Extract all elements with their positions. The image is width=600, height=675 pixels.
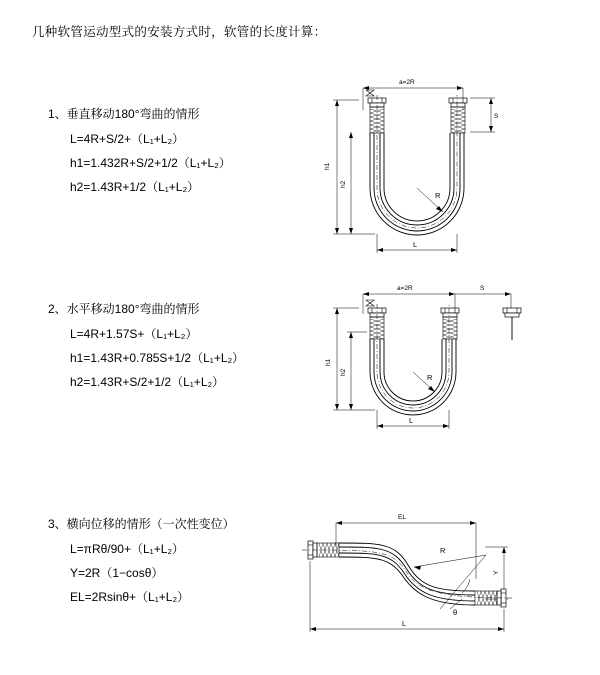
section-3-text bbox=[48, 515, 308, 612]
section-3-formula-1: L=πRθ/90+（L₁+L₂） bbox=[70, 542, 185, 556]
page-title: 几种软管运动型式的安装方式时，软管的长度计算： bbox=[32, 25, 327, 39]
svg-text:θ: θ bbox=[453, 608, 458, 617]
svg-text:a=2R: a=2R bbox=[397, 285, 413, 292]
svg-text:Y: Y bbox=[493, 570, 500, 575]
svg-text:h1: h1 bbox=[324, 162, 331, 170]
section-1-formula-1: L=4R+S/2+（L₁+L₂） bbox=[70, 132, 185, 146]
section-3-formula-2: Y=2R（1−cosθ） bbox=[70, 566, 164, 580]
section-2-formula-2: h1=1.43R+0.785S+1/2（L₁+L₂） bbox=[70, 351, 245, 365]
svg-text:R: R bbox=[440, 546, 446, 555]
section-2-formula-3: h2=1.43R+S/2+1/2（L₁+L₂） bbox=[70, 375, 225, 389]
svg-text:L: L bbox=[402, 619, 407, 628]
section-2-title: 2、水平移动180°弯曲的情形 bbox=[48, 302, 200, 316]
section-1-title: 1、垂直移动180°弯曲的情形 bbox=[48, 107, 200, 121]
section-3-title: 3、横向位移的情形（一次性变位） bbox=[48, 517, 235, 531]
svg-text:h1: h1 bbox=[325, 358, 332, 366]
horizontal-180-bend-diagram bbox=[315, 280, 555, 450]
svg-text:h2: h2 bbox=[340, 180, 347, 188]
svg-text:L: L bbox=[409, 416, 414, 425]
svg-text:h2: h2 bbox=[340, 368, 347, 376]
svg-text:S: S bbox=[494, 113, 499, 120]
svg-text:R: R bbox=[435, 191, 441, 200]
section-1-formula-2: h1=1.432R+S/2+1/2（L₁+L₂） bbox=[70, 156, 231, 170]
vertical-180-bend-svg bbox=[315, 70, 555, 280]
lateral-offset-svg bbox=[290, 505, 560, 645]
section-1-formula-3: h2=1.43R+1/2（L₁+L₂） bbox=[70, 180, 200, 194]
svg-text:a=2R: a=2R bbox=[399, 79, 415, 86]
svg-text:R: R bbox=[427, 373, 433, 382]
svg-text:S: S bbox=[480, 285, 485, 292]
vertical-180-bend-diagram bbox=[315, 70, 555, 280]
section-2-text bbox=[48, 300, 308, 397]
svg-text:EL: EL bbox=[398, 514, 406, 521]
svg-text:L: L bbox=[413, 240, 418, 249]
horizontal-180-bend-svg bbox=[315, 280, 555, 450]
section-2-formula-1: L=4R+1.57S+（L₁+L₂） bbox=[70, 327, 198, 341]
lateral-offset-diagram bbox=[290, 505, 560, 645]
section-1-text bbox=[48, 105, 308, 202]
section-3-formula-3: EL=2Rsinθ+（L₁+L₂） bbox=[70, 590, 190, 604]
